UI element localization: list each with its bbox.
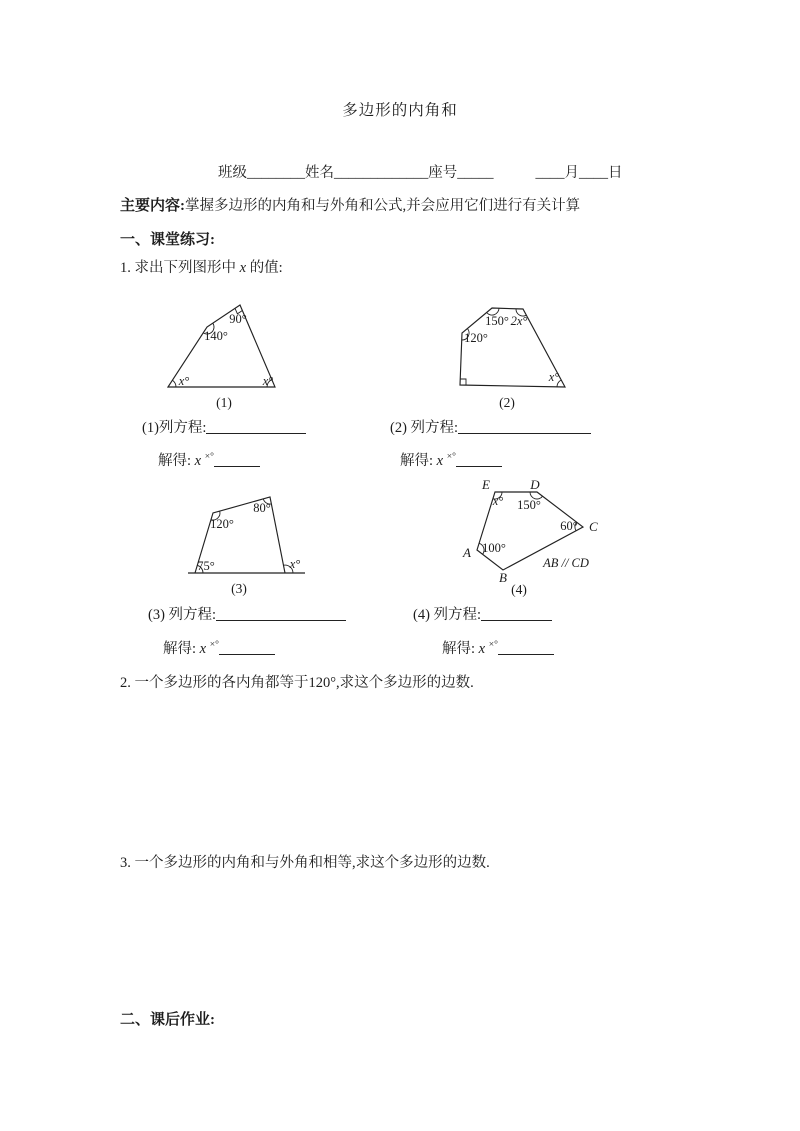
equation-4-blank[interactable] bbox=[481, 606, 552, 621]
figure-4-vertex-a-label: A bbox=[463, 545, 471, 560]
solve-2-sup: ×° bbox=[446, 451, 456, 462]
solve-3-sup: ×° bbox=[209, 639, 219, 650]
question-1-prefix: 1. 求出下列图形中 bbox=[120, 260, 240, 276]
figure-4-vertex-c-label: C bbox=[589, 519, 598, 534]
figure-4-vertex-e-label: E bbox=[482, 477, 490, 492]
solve-4-label: 解得: bbox=[442, 640, 476, 657]
equation-2-blank[interactable] bbox=[458, 419, 591, 434]
solve-1-variable: x bbox=[194, 452, 202, 469]
equation-1-label: (1)列方程: bbox=[142, 419, 207, 436]
equation-2-line bbox=[390, 417, 591, 437]
figures-row-2 bbox=[160, 470, 620, 605]
figure-4-parallel-note: AB // CD bbox=[543, 556, 589, 570]
student-info-line bbox=[218, 164, 623, 182]
equation-2-label: (2) 列方程: bbox=[390, 419, 459, 436]
figure-3-angle-120-label: 120° bbox=[210, 517, 234, 531]
figure-4-vertex-d-label: D bbox=[530, 477, 540, 492]
equation-3-label: (3) 列方程: bbox=[148, 606, 217, 623]
solve-2-variable: x bbox=[436, 452, 444, 469]
figure-3-angle-80-label: 80° bbox=[253, 501, 271, 515]
solve-2-label: 解得: bbox=[400, 452, 434, 469]
figure-1 bbox=[168, 305, 275, 410]
section-homework-heading: 二、课后作业: bbox=[120, 1012, 215, 1028]
summary-line bbox=[120, 197, 580, 216]
solve-4-line bbox=[442, 638, 554, 658]
figure-4-angle-100-label: 100° bbox=[482, 541, 506, 555]
equation-1-line bbox=[142, 417, 306, 437]
solve-4-sup: ×° bbox=[488, 639, 498, 650]
figure-2-angle-x-label: x° bbox=[548, 370, 560, 384]
question-1-suffix: 的值: bbox=[246, 260, 283, 276]
figure-4-angle-x-label: x° bbox=[492, 494, 504, 508]
figure-4 bbox=[462, 477, 598, 597]
figure-3-caption: (3) bbox=[231, 581, 247, 596]
figure-2 bbox=[460, 308, 565, 410]
solve-3-blank[interactable] bbox=[219, 640, 275, 655]
equation-3-line bbox=[148, 604, 346, 624]
solve-2-line bbox=[400, 450, 502, 470]
figure-2-right-angle-mark bbox=[460, 379, 466, 385]
info-date: ____月____日 bbox=[535, 165, 623, 181]
equation-4-line bbox=[413, 604, 552, 624]
figure-1-angle-90-label: 90° bbox=[229, 312, 247, 326]
question-3: 3. 一个多边形的内角和与外角和相等,求这个多边形的边数. bbox=[120, 855, 490, 871]
figure-4-angle-60-label: 60° bbox=[560, 519, 578, 533]
figures-row-1 bbox=[140, 290, 610, 418]
figure-1-caption: (1) bbox=[216, 395, 232, 410]
figure-2-angle-120-label: 120° bbox=[464, 331, 488, 345]
summary-text: 掌握多边形的内角和与外角和公式,并会应用它们进行有关计算 bbox=[185, 198, 581, 214]
question-2: 2. 一个多边形的各内角都等于120°,求这个多边形的边数. bbox=[120, 675, 474, 691]
figure-3 bbox=[188, 497, 305, 596]
summary-label: 主要内容: bbox=[120, 198, 185, 214]
figure-4-angle-150-label: 150° bbox=[517, 498, 541, 512]
figure-1-angle-arc-bottom-left bbox=[172, 380, 176, 387]
question-1-variable: x bbox=[239, 260, 247, 276]
figure-2-caption: (2) bbox=[499, 395, 515, 410]
figure-2-angle-2x-label: 2x° bbox=[510, 314, 528, 328]
solve-2-blank[interactable] bbox=[456, 452, 502, 467]
solve-3-line bbox=[163, 638, 275, 658]
solve-4-blank[interactable] bbox=[498, 640, 554, 655]
section-classwork-heading: 一、课堂练习: bbox=[120, 232, 215, 248]
figure-4-caption: (4) bbox=[511, 582, 527, 597]
solve-1-sup: ×° bbox=[204, 451, 214, 462]
figure-4-vertex-b-label: B bbox=[499, 570, 507, 585]
equation-3-blank[interactable] bbox=[216, 606, 346, 621]
page-title: 多边形的内角和 bbox=[342, 102, 458, 119]
figure-2-angle-150-label: 150° bbox=[485, 314, 509, 328]
figure-3-angle-75-label: 75° bbox=[197, 559, 215, 573]
equation-4-label: (4) 列方程: bbox=[413, 606, 482, 623]
solve-1-label: 解得: bbox=[158, 452, 192, 469]
figure-1-angle-x-left-label: x° bbox=[178, 374, 190, 388]
solve-4-variable: x bbox=[478, 640, 486, 657]
solve-1-line bbox=[158, 450, 260, 470]
solve-1-blank[interactable] bbox=[214, 452, 260, 467]
question-1 bbox=[120, 259, 283, 277]
solve-3-variable: x bbox=[199, 640, 207, 657]
figure-1-angle-140-label: 140° bbox=[204, 329, 228, 343]
figure-3-angle-x-label: x° bbox=[289, 557, 301, 571]
solve-3-label: 解得: bbox=[163, 640, 197, 657]
equation-1-blank[interactable] bbox=[206, 419, 306, 434]
figure-1-angle-x-right-label: x° bbox=[262, 374, 274, 388]
info-class-name-seat: 班级________姓名_____________座号_____ bbox=[218, 165, 494, 181]
